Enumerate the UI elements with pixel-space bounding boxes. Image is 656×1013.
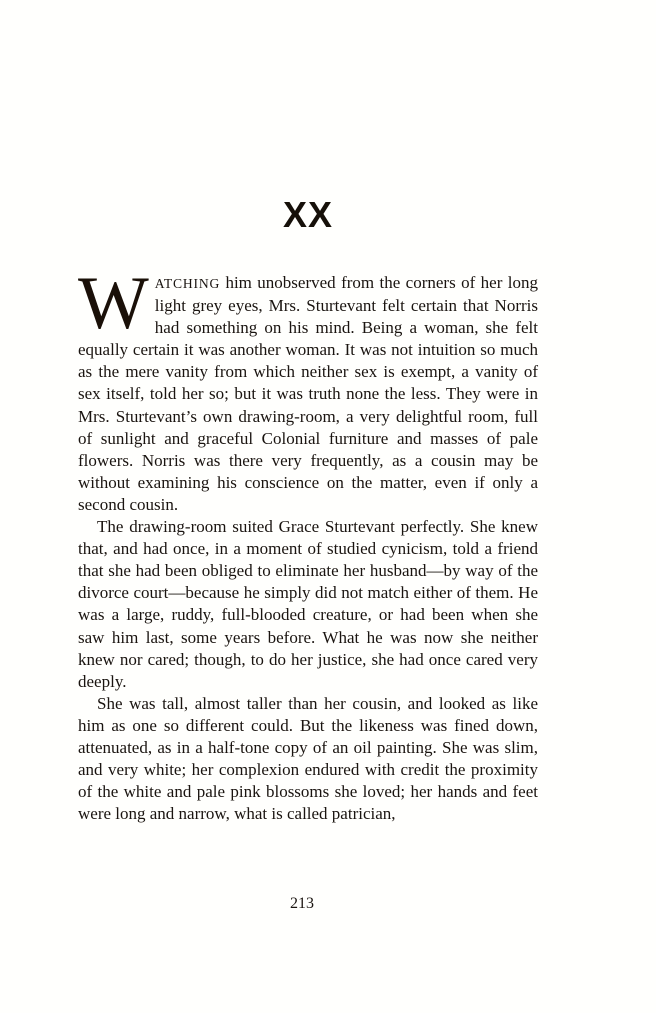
opening-paragraph-text: him unobserved from the corners of her long light grey eyes, Mrs. Sturtevant felt certain that Norris had something on his mind. Being a woman, she felt equally certain it was another woman. It was not intuition so much as the mere vanity from which neither sex is exempt, a vanity of sex itself, told her so; but it was truth none the less. They were in Mrs. Sturtevant’s own drawing-room, a very delightful room, full of sunlight and graceful Colonial furniture and masses of pale flowers. Norris was there very frequently, as a cousin may be without examining his conscience on the matter, even if only a second cousin. [78,273,538,514]
lead-small-caps: ATCHING [154,276,221,291]
body-text [78,262,538,825]
drop-cap: W [78,262,149,345]
opening-paragraph [78,262,538,516]
chapter-heading: XX [282,194,334,235]
paragraph: She was tall, almost taller than her cousin, and looked as like him as one so different could. But the likeness was fined down, attenuated, as in a half-tone copy of an oil painting. She was slim, and very white; her complexion endured with credit the proximity of the white and pale pink blossoms she loved; her hands and feet were long and narrow, what is called patrician, [78,693,538,824]
page-number: 213 [290,895,314,912]
paragraph: The drawing-room suited Grace Sturtevant perfectly. She knew that, and had once, in a moment of studied cynicism, told a friend that she had been obliged to eliminate her husband—by way of the divorce court—because he simply did not match either of them. He was a large, ruddy, full-blooded creature, or had been when she saw him last, some years before. What he was now she neither knew nor cared; though, to do her justice, she had once cared very deeply. [78,517,538,691]
